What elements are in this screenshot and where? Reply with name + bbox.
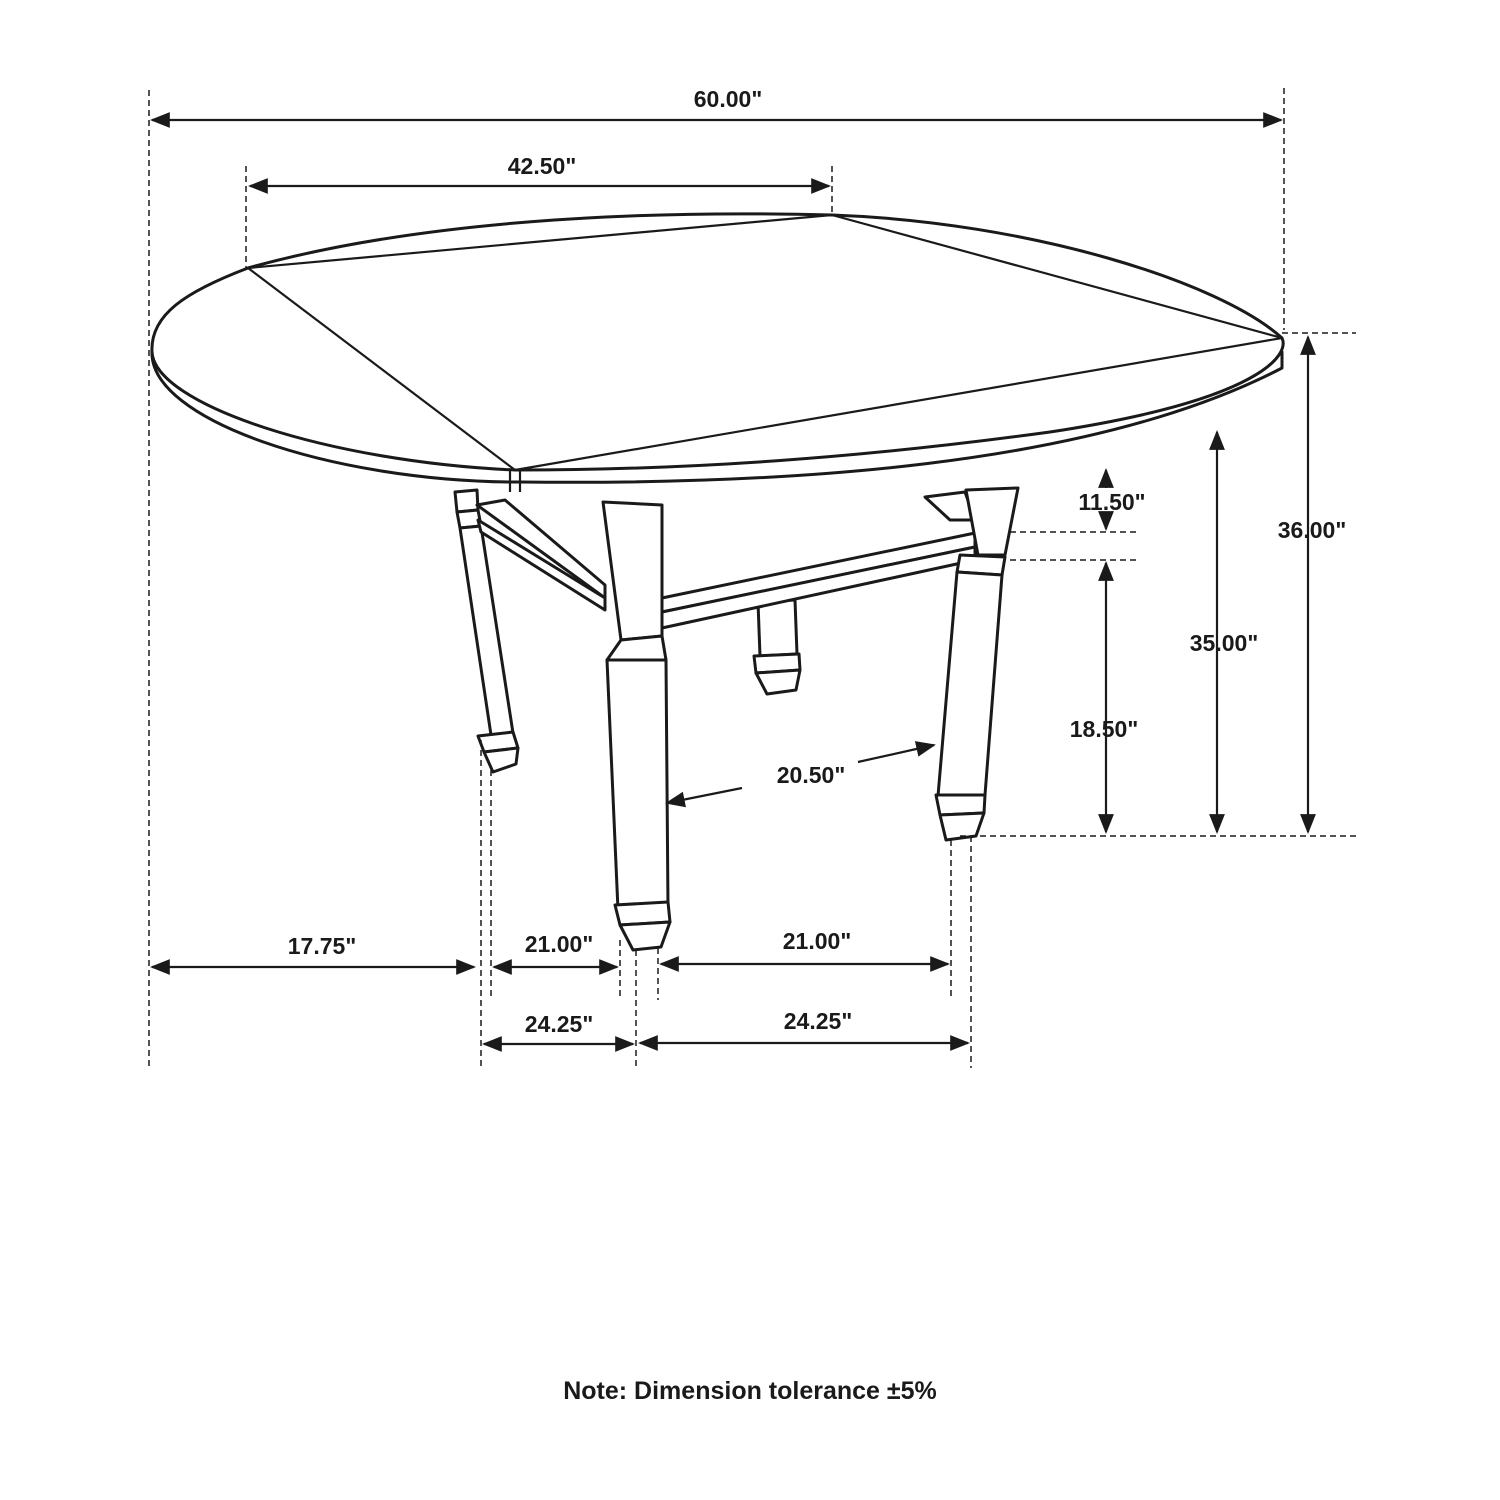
label-outer-leg-left: 24.25": [524, 1011, 594, 1037]
stretchers: [477, 492, 975, 628]
label-apron-height: 11.50": [1078, 489, 1146, 515]
label-overall-width: 60.00": [693, 86, 763, 112]
label-side-overhang: 17.75": [287, 933, 357, 959]
front-center-leg: [603, 502, 670, 950]
dim-diagonal-right-line: [858, 745, 934, 762]
table-base: [455, 488, 1018, 950]
label-top-to-floor: 35.00": [1189, 630, 1259, 656]
label-inner-leg-right: 21.00": [782, 928, 852, 954]
label-leg-diagonal: 20.50": [776, 762, 846, 788]
table-top: [152, 214, 1283, 492]
label-leaf-span: 42.50": [507, 153, 577, 179]
tolerance-note: Note: Dimension tolerance ±5%: [563, 1377, 937, 1405]
label-outer-leg-right: 24.25": [783, 1008, 853, 1034]
label-overall-height: 36.00": [1277, 517, 1347, 543]
label-inner-leg-left: 21.00": [524, 931, 594, 957]
dim-diagonal-left-line: [667, 788, 742, 803]
back-far-leg: [754, 600, 800, 694]
table-top-surface: [152, 214, 1283, 470]
label-stretcher-to-floor: 18.50": [1069, 716, 1139, 742]
